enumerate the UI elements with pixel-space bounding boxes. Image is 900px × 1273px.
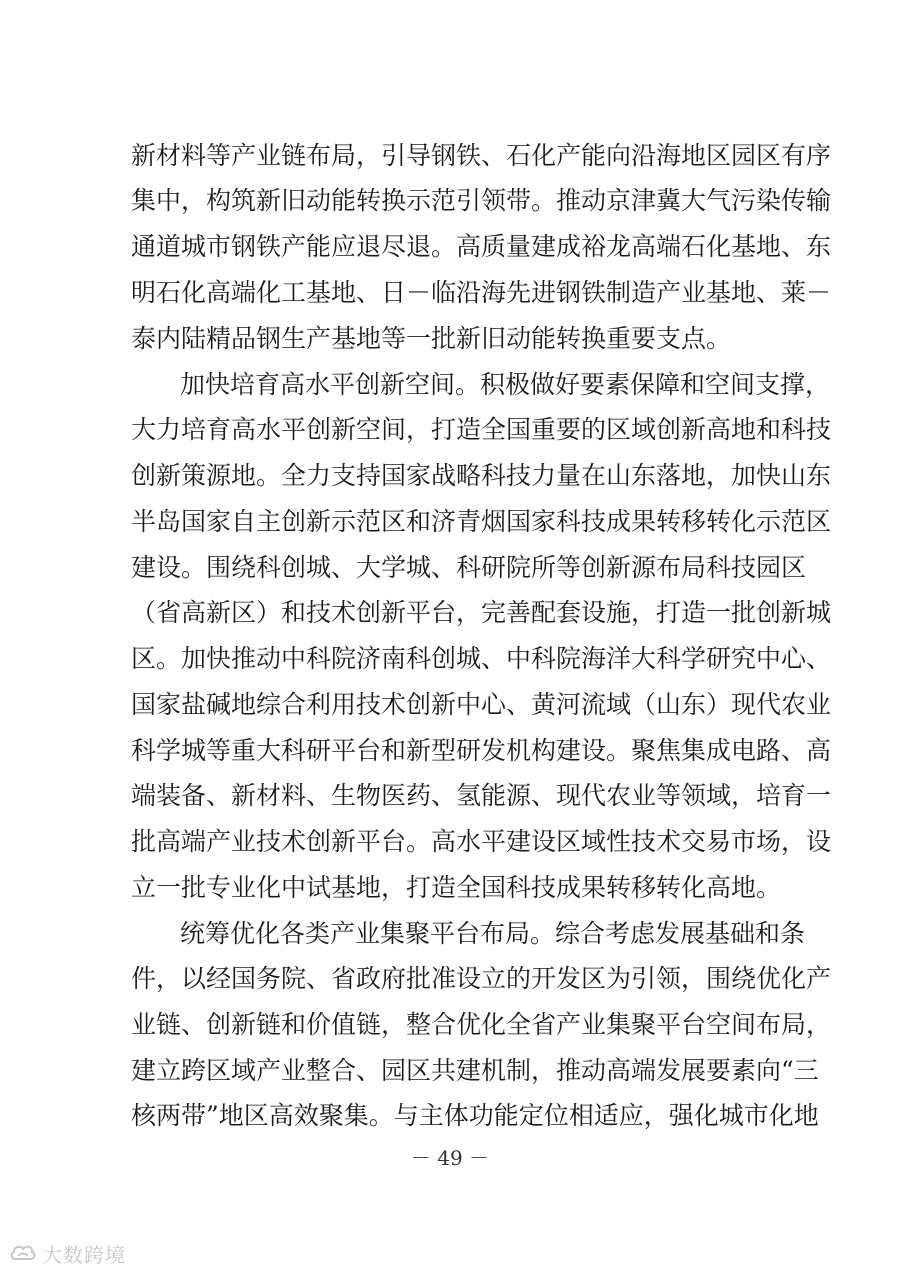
- paragraph-heading: 加快培育高水平创新空间。: [180, 370, 481, 399]
- text-line: 建设。围绕科创城、大学城、科研院所等创新源布局科技园区: [131, 553, 807, 582]
- text-line: 件，以经国务院、省政府批准设立的开发区为引领，围绕优化产: [131, 964, 832, 993]
- text-line: 区。加快推动中科院济南科创城、中科院海洋大科学研究中心、: [131, 644, 832, 673]
- watermark-text: 大数跨境: [42, 1242, 126, 1267]
- paragraph-heading: 统筹优化各类产业集聚平台布局。: [180, 919, 556, 948]
- text-line: 集中，构筑新旧动能转换示范引领带。推动京津冀大气污染传输: [131, 186, 832, 215]
- paragraph-text: 积极做好要素保障和空间支撑，: [480, 370, 831, 399]
- text-line: 业链、创新链和价值链，整合优化全省产业集聚平台空间布局，: [131, 1010, 832, 1039]
- paragraph-text: 综合考虑发展基础和条: [555, 919, 806, 948]
- text-line: 通道城市钢铁产能应退尽退。高质量建成裕龙高端石化基地、东: [131, 232, 832, 261]
- text-line: 泰内陆精品钢生产基地等一批新旧动能转换重要支点。: [131, 324, 732, 353]
- paragraph-first-line: [180, 919, 806, 949]
- text-line: 批高端产业技术创新平台。高水平建设区域性技术交易市场，设: [131, 827, 832, 856]
- text-line: 核两带”地区高效聚集。与主体功能定位相适应，强化城市化地: [131, 1101, 819, 1130]
- text-line: 创新策源地。全力支持国家战略科技力量在山东落地，加快山东: [131, 461, 832, 490]
- text-line: （省高新区）和技术创新平台，完善配套设施，打造一批创新城: [131, 598, 832, 627]
- page-number: － 49 －: [410, 1146, 490, 1170]
- text-line: 大力培育高水平创新空间，打造全国重要的区域创新高地和科技: [131, 415, 832, 444]
- text-line: 国家盐碱地综合利用技术创新中心、黄河流域（山东）现代农业: [131, 690, 832, 719]
- paragraph-first-line: [180, 370, 831, 400]
- text-line: 科学城等重大科研平台和新型研发机构建设。聚焦集成电路、高: [131, 736, 832, 765]
- text-line: 明石化高端化工基地、日－临沿海先进钢铁制造产业基地、莱－: [131, 278, 832, 307]
- text-line: 半岛国家自主创新示范区和济青烟国家科技成果转移转化示范区: [131, 507, 832, 536]
- text-line: 立一批专业化中试基地，打造全国科技成果转移转化高地。: [131, 873, 782, 902]
- text-line: 新材料等产业链布局，引导钢铁、石化产能向沿海地区园区有序: [131, 141, 832, 170]
- cloud-logo-icon: [8, 1241, 38, 1265]
- text-line: 端装备、新材料、生物医药、氢能源、现代农业等领域，培育一: [131, 781, 832, 810]
- text-line: 建立跨区域产业整合、园区共建机制，推动高端发展要素向“三: [131, 1056, 819, 1085]
- watermark: [8, 1238, 126, 1268]
